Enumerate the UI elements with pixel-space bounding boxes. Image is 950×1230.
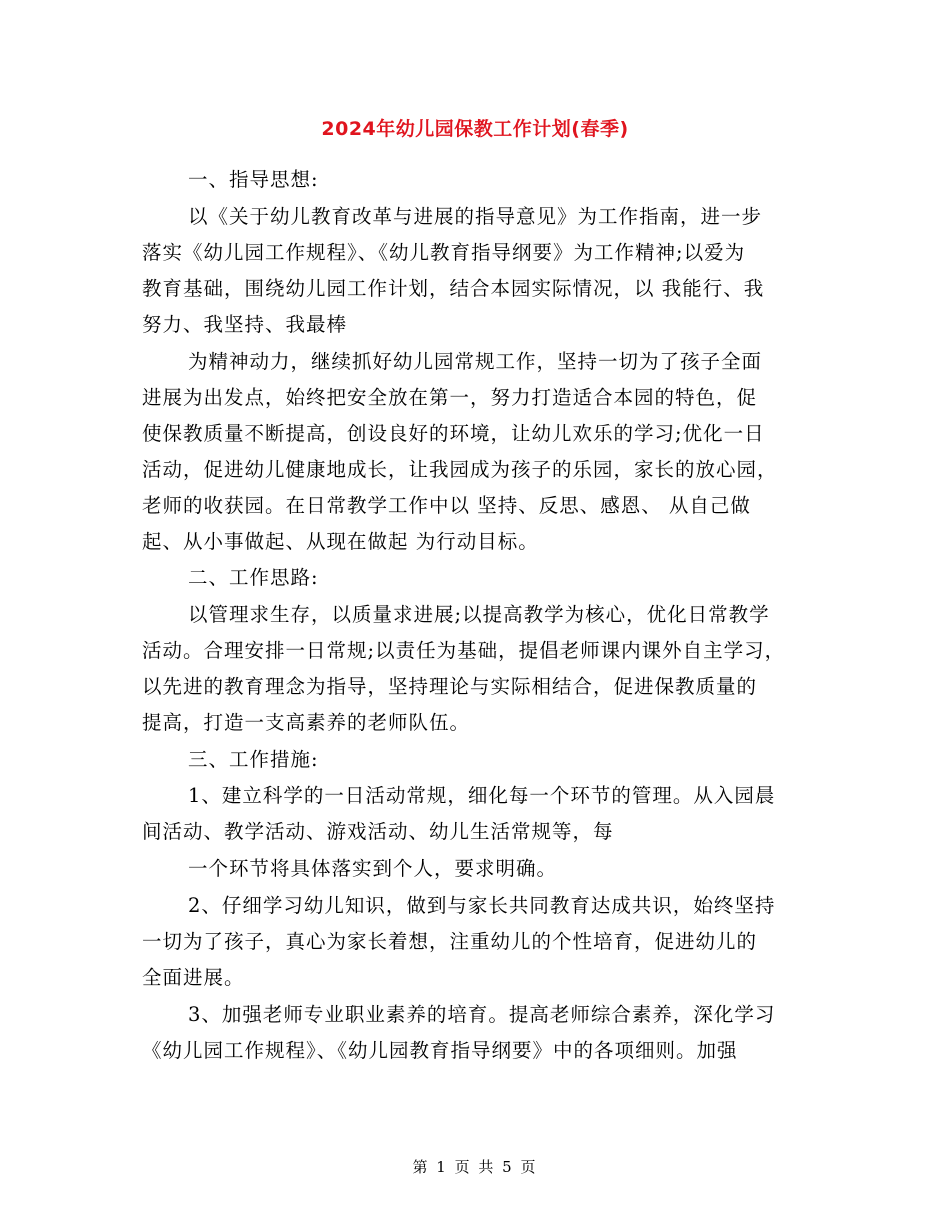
section-heading-3: 三、工作措施: bbox=[188, 748, 319, 771]
paragraph-line: 为精神动力，继续抓好幼儿园常规工作，坚持一切为了孩子全面 bbox=[188, 350, 763, 373]
paragraph-line: 进展为出发点，始终把安全放在第一，努力打造适合本园的特色，促 bbox=[142, 386, 758, 409]
paragraph-line: 以《关于幼儿教育改革与进展的指导意见》为工作指南，进一步 bbox=[188, 205, 763, 228]
paragraph-line: 以先进的教育理念为指导，坚持理论与实际相结合，促进保教质量的 bbox=[142, 675, 758, 698]
section-heading-2: 二、工作思路: bbox=[188, 566, 319, 589]
page-number: 第 1 页 共 5 页 bbox=[412, 1158, 538, 1176]
paragraph-line: 使保教质量不断提高，创设良好的环境，让幼儿欢乐的学习;优化一日 bbox=[142, 422, 765, 445]
paragraph-line: 老师的收获园。在日常教学工作中以 坚持、反思、感恩、 从自己做 bbox=[142, 494, 751, 517]
paragraph-line: 努力、我坚持、我最棒 bbox=[142, 313, 348, 336]
section-heading-1: 一、指导思想: bbox=[188, 168, 319, 191]
paragraph-line: 教育基础，围绕幼儿园工作计划，结合本园实际情况，以 我能行、我 bbox=[142, 277, 765, 300]
paragraph-line: 起、从小事做起、从现在做起 为行动目标。 bbox=[142, 530, 539, 553]
paragraph-line: 全面进展。 bbox=[142, 966, 245, 989]
paragraph-line: 一个环节将具体落实到个人，要求明确。 bbox=[188, 857, 558, 880]
paragraph-line: 3、加强老师专业职业素养的培育。提高老师综合素养，深化学习 bbox=[188, 1003, 776, 1026]
paragraph-line: 《幼儿园工作规程》、《幼儿园教育指导纲要》中的各项细则。加强 bbox=[142, 1039, 738, 1062]
paragraph-line: 落实《幼儿园工作规程》、《幼儿教育指导纲要》为工作精神;以爱为 bbox=[142, 241, 746, 264]
paragraph-line: 活动，促进幼儿健康地成长，让我园成为孩子的乐园，家长的放心园， bbox=[142, 458, 778, 481]
paragraph-line: 间活动、教学活动、游戏活动、幼儿生活常规等，每 bbox=[142, 820, 614, 843]
document-title: 2024年幼儿园保教工作计划(春季) bbox=[321, 118, 629, 140]
paragraph-line: 1、建立科学的一日活动常规，细化每一个环节的管理。从入园晨 bbox=[188, 784, 776, 807]
paragraph-line: 以管理求生存，以质量求进展;以提高教学为核心，优化日常教学 bbox=[188, 603, 770, 626]
paragraph-line: 活动。合理安排一日常规;以责任为基础，提倡老师课内课外自主学习， bbox=[142, 639, 786, 662]
paragraph-line: 2、仔细学习幼儿知识，做到与家长共同教育达成共识，始终坚持 bbox=[188, 894, 776, 917]
paragraph-line: 提高，打造一支高素养的老师队伍。 bbox=[142, 711, 471, 734]
paragraph-line: 一切为了孩子，真心为家长着想，注重幼儿的个性培育，促进幼儿的 bbox=[142, 930, 758, 953]
